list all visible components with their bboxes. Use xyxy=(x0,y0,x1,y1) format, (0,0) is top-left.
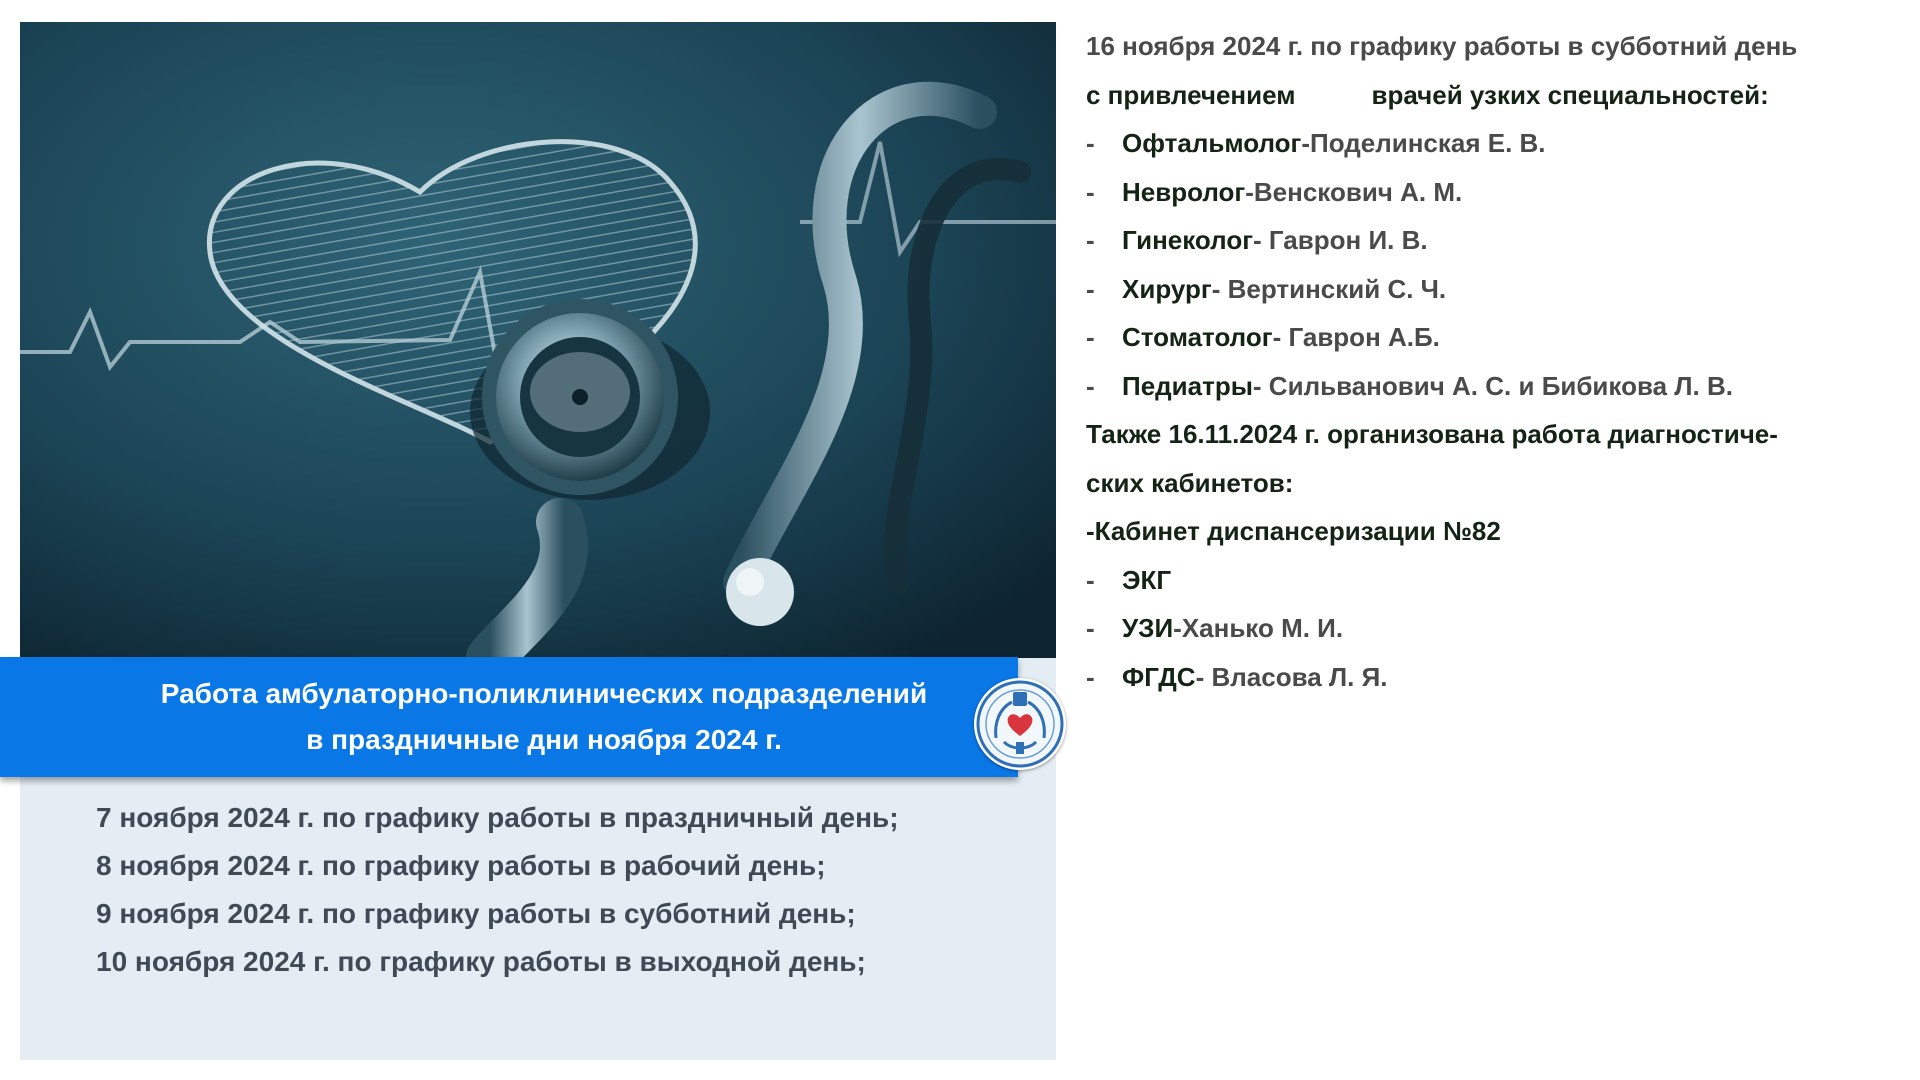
heart-stethoscope-photo xyxy=(20,22,1056,658)
doctor-item xyxy=(1086,216,1906,265)
doctor-specialty: Офтальмолог xyxy=(1122,128,1302,158)
doctor-specialty: Невролог xyxy=(1122,176,1246,207)
list-dash: - xyxy=(1086,564,1095,595)
list-dash: - xyxy=(1086,661,1095,692)
doctor-specialty: Гинеколог xyxy=(1122,225,1254,255)
schedule-item: 9 ноября 2024 г. по графику работы в субботний день; xyxy=(96,898,856,929)
schedule-item: 10 ноября 2024 г. по графику работы в выходной день; xyxy=(96,946,866,977)
diagnostic-name: ФГДС xyxy=(1122,661,1196,692)
doctor-specialty: Хирург xyxy=(1122,273,1212,304)
dispensary-cabinet: -Кабинет диспансеризации №82 xyxy=(1086,516,1501,546)
doctor-name: - Гаврон И. В. xyxy=(1253,225,1428,255)
doctor-item xyxy=(1086,119,1906,168)
diagnostic-name: УЗИ xyxy=(1122,613,1174,643)
diagnostic-item xyxy=(1086,556,1906,605)
list-dash: - xyxy=(1086,273,1095,304)
list-dash: - xyxy=(1086,322,1095,352)
doctor-item xyxy=(1086,313,1906,362)
doctor-specialty: Педиатры xyxy=(1122,370,1253,401)
doctor-name: -Венскович А. М. xyxy=(1245,176,1463,207)
saturday-subheading-part2: врачей узких специальностей: xyxy=(1371,79,1769,110)
diagnostic-person: -Ханько М. И. xyxy=(1173,613,1344,643)
diagnostic-item xyxy=(1086,604,1906,653)
saturday-heading: 16 ноября 2024 г. по графику работы в субботний день xyxy=(1086,31,1798,61)
diagnostics-heading-line1: Также 16.11.2024 г. организована работа диагностиче- xyxy=(1086,419,1778,449)
doctor-specialty: Стоматолог xyxy=(1122,322,1273,352)
banner-title-line1: Работа амбулаторно-поликлинических подразделений xyxy=(160,678,928,709)
list-dash: - xyxy=(1086,128,1095,158)
diagnostics-heading-line2: ских кабинетов: xyxy=(1086,467,1294,498)
diagnostic-item xyxy=(1086,653,1906,702)
list-dash: - xyxy=(1086,613,1095,643)
saturday-subheading xyxy=(1086,71,1906,120)
doctor-name: - Сильванович А. С. и Бибикова Л. В. xyxy=(1252,370,1733,401)
doctor-item xyxy=(1086,168,1906,217)
schedule-item: 8 ноября 2024 г. по графику работы в рабочий день; xyxy=(96,850,826,881)
diagnostic-name: ЭКГ xyxy=(1122,564,1172,595)
list-dash: - xyxy=(1086,225,1095,255)
doctor-name: - Вертинский С. Ч. xyxy=(1211,273,1447,304)
doctor-item xyxy=(1086,265,1906,314)
clinic-emblem-icon xyxy=(974,678,1066,770)
banner-title-line2: в праздничные дни ноября 2024 г. xyxy=(306,724,782,755)
schedule-item: 7 ноября 2024 г. по графику работы в праздничный день; xyxy=(96,802,899,833)
doctor-name: -Поделинская Е. В. xyxy=(1301,128,1546,158)
list-dash: - xyxy=(1086,176,1095,207)
list-dash: - xyxy=(1086,370,1095,401)
doctor-item xyxy=(1086,362,1906,411)
doctor-name: - Гаврон А.Б. xyxy=(1272,322,1440,352)
saturday-subheading-part1: с привлечением xyxy=(1086,79,1296,110)
holiday-schedule-list xyxy=(96,794,899,986)
diagnostic-person: - Власова Л. Я. xyxy=(1195,661,1388,692)
saturday-info xyxy=(1086,22,1906,701)
title-banner xyxy=(0,657,1018,777)
